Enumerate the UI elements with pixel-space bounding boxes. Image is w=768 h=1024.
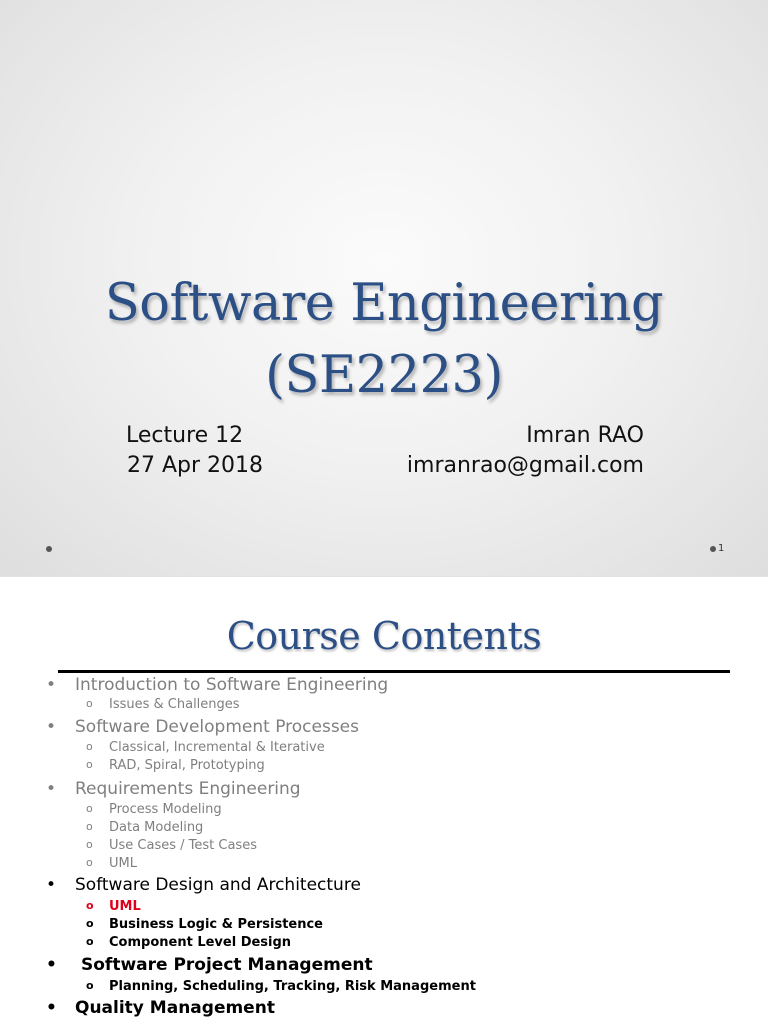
list-item-text: Software Development Processes [75,717,359,737]
list-item-text: Issues & Challenges [109,697,240,712]
list-item-text: Software Design and Architecture [75,875,361,895]
contents-title: Course Contents [226,614,542,658]
footer-dot-left [46,546,52,552]
list-item-text: Quality Management [75,998,275,1018]
sub-bullet-icon: o [86,820,93,833]
list-item-text: UML [109,899,141,914]
sub-bullet-icon: o [86,935,94,948]
bullet-icon: • [46,875,57,895]
sub-bullet-icon: o [86,740,93,753]
bullet-icon: • [46,998,57,1018]
sub-bullet-icon: o [86,917,94,930]
footer-dot-right [710,546,716,552]
sub-bullet-icon: o [86,838,93,851]
sub-bullet-icon: o [86,856,93,869]
list-item-text: RAD, Spiral, Prototyping [109,758,265,773]
title-rule [58,670,730,673]
list-item-text: Introduction to Software Engineering [75,675,389,695]
sub-bullet-icon: o [86,899,94,912]
author-email: imranrao@gmail.com [406,453,644,478]
contents-slide [0,577,768,1024]
bullet-icon: • [46,779,57,799]
list-item-text: Data Modeling [109,820,204,835]
list-item-text: Software Project Management [81,955,373,975]
list-item-text: Use Cases / Test Cases [109,838,257,853]
list-item-text: Classical, Incremental & Iterative [109,740,325,755]
list-item-text: Component Level Design [109,935,292,950]
sub-bullet-icon: o [86,758,93,771]
slide-number: 1 [718,543,725,554]
list-item-text: Process Modeling [109,802,222,817]
bullet-icon: • [46,675,57,695]
slide-title-line-1: Software Engineering [104,274,664,333]
list-item-text: Requirements Engineering [75,779,301,799]
lecture-label: Lecture 12 [126,423,244,448]
bullet-icon: • [46,717,57,737]
sub-bullet-icon: o [86,697,93,710]
author-name: Imran RAO [526,423,644,448]
lecture-date: 27 Apr 2018 [127,453,264,478]
list-item-text: UML [109,856,137,871]
list-item-text: Business Logic & Persistence [109,917,323,932]
bullet-icon: • [46,955,57,975]
list-item-text: Planning, Scheduling, Tracking, Risk Management [109,979,476,994]
sub-bullet-icon: o [86,979,94,992]
sub-bullet-icon: o [86,802,93,815]
slide-title-line-2: (SE2223) [265,346,503,405]
